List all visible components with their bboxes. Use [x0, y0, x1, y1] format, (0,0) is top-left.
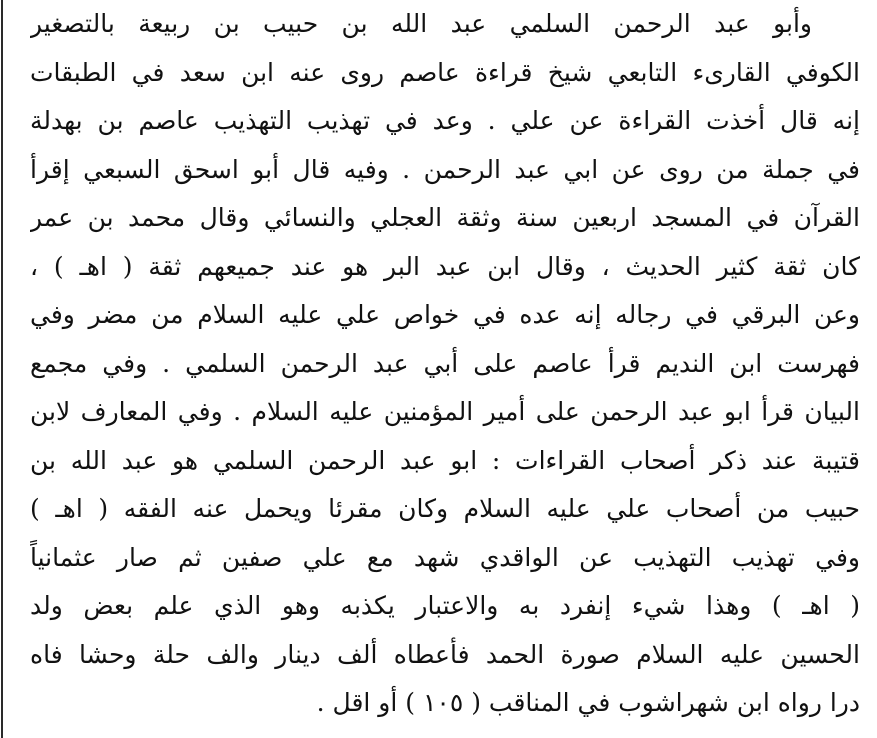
text-line: الحسين عليه السلام صورة الحمد فأعطاه ألف دينار والف حلة وحشا فاه — [30, 639, 860, 669]
text-line: درا رواه ابن شهراشوب في المناقب ( ١٠٥ ) أو اقل . — [316, 688, 860, 717]
text-line: وفي تهذيب التهذيب عن الواقدي شهد مع علي صفين ثم صار عثمانياً — [30, 542, 860, 572]
text-line: في جملة من روى عن ابي عبد الرحمن . وفيه قال أبو اسحق السبعي إقرأ — [30, 154, 860, 184]
text-line: وعن البرقي في رجاله إنه عده في خواص علي عليه السلام من مضر وفي — [30, 300, 860, 329]
text-line: قتيبة عند ذكر أصحاب القراءات : ابو عبد الرحمن السلمي هو عبد الله بن — [30, 445, 860, 475]
text-line: البيان قرأ ابو عبد الرحمن على أمير المؤمنين عليه السلام . وفي المعارف لابن — [30, 397, 860, 426]
text-line: إنه قال أخذت القراءة عن علي . وعد في تهذيب التهذيب عاصم بن بهدلة — [30, 106, 860, 135]
text-line: كان ثقة كثير الحديث ، وقال ابن عبد البر هو عند جميعهم ثقة ( اهـ ) ، — [30, 251, 860, 281]
arabic-paragraph — [30, 0, 860, 728]
text-line: حبيب من أصحاب علي عليه السلام وكان مقرئا ويحمل عنه الفقه ( اهـ ) — [30, 494, 860, 523]
text-line: القرآن في المسجد اربعين سنة وثقة العجلي والنسائي وقال محمد بن عمر — [30, 203, 860, 232]
page-edge-rule — [1, 0, 3, 738]
text-line: ( اهـ ) وهذا شيء إنفرد به والاعتبار يكذبه وهو الذي علم بعض ولد — [30, 591, 860, 620]
text-line: فهرست ابن النديم قرأ عاصم على أبي عبد الرحمن السلمي . وفي مجمع — [30, 348, 860, 378]
text-line: الكوفي القارىء التابعي شيخ قراءة عاصم روى عنه ابن سعد في الطبقات — [30, 57, 860, 87]
text-line: وأبو عبد الرحمن السلمي عبد الله بن حبيب بن ربيعة بالتصغير — [30, 9, 812, 38]
